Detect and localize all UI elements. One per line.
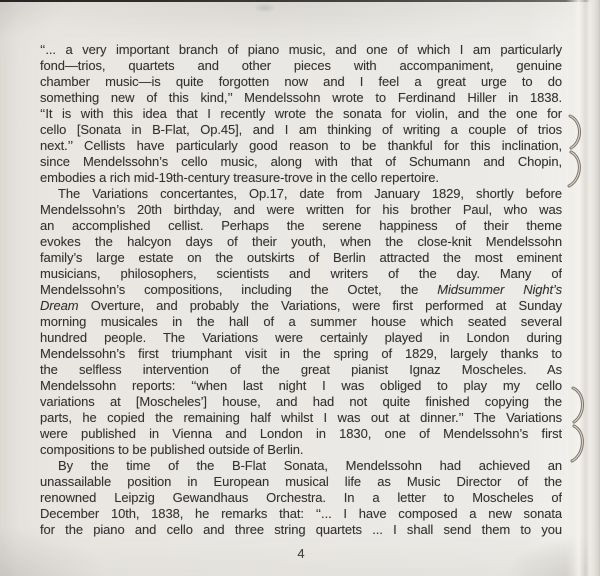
text-line — [40, 362, 562, 378]
text-segment: By the time of the B-Flat Sonata, Mendelssohn had achieved an — [58, 458, 562, 473]
text-segment: December 10th, 1838, he remarks that: ‘‘... I have composed a new sonata — [40, 506, 562, 521]
text-line — [40, 138, 562, 154]
text-segment: family’s large estate on the outskirts of Berlin attracted the most eminent — [40, 250, 562, 265]
text-segment: were published in Vienna and London in 1830, one of Mendelssohn’s first — [40, 426, 562, 441]
text-line — [40, 490, 562, 506]
page-number: 4 — [297, 546, 305, 561]
italic-text-segment: Midsummer Night’s — [437, 282, 562, 297]
text-line — [40, 442, 562, 458]
text-segment: parts, he copied the remaining half whilst I was out at dinner.’’ The Variations — [40, 410, 562, 425]
text-segment: renowned Leipzig Gewandhaus Orchestra. In a letter to Moscheles of — [40, 490, 562, 505]
text-segment: cello [Sonata in B-Flat, Op.45], and I am thinking of writing a couple of trios — [40, 122, 562, 137]
text-segment: next.’’ Cellists have particularly good reason to be thankful for this inclination, — [40, 138, 562, 153]
text-line — [40, 90, 562, 106]
text-segment: variations at [Moscheles’] house, and had not quite finished copying the — [40, 394, 562, 409]
text-line — [40, 282, 562, 298]
text-segment: ‘‘... a very important branch of piano music, and one of which I am particularly — [40, 42, 562, 57]
text-line — [40, 394, 562, 410]
text-line — [40, 170, 562, 186]
text-segment: compositions to be published outside of Berlin. — [40, 442, 304, 457]
text-segment: morning musicales in the hall of a summer house which seated several — [40, 314, 562, 329]
text-line — [40, 298, 562, 314]
text-line — [40, 250, 562, 266]
text-segment: unassailable position in European musical life as Music Director of the — [40, 474, 562, 489]
text-line — [40, 346, 562, 362]
text-segment: embodies a rich mid-19th-century treasure-trove in the cello repertoire. — [40, 170, 439, 185]
italic-text-segment: Dream — [40, 298, 79, 313]
text-line — [40, 58, 562, 74]
text-line — [40, 330, 562, 346]
text-line — [40, 74, 562, 90]
text-segment: Mendelssohn reports: ‘‘when last night I was obliged to play my cello — [40, 378, 562, 393]
text-segment: Mendelssohn’s first triumphant visit in the spring of 1829, largely thanks to — [40, 346, 562, 361]
text-segment: evokes the halcyon days of their youth, when the close-knit Mendelssohn — [40, 234, 562, 249]
scan-edge-line — [0, 0, 600, 2]
text-line — [40, 522, 562, 538]
text-segment: ‘‘It is with this idea that I recently wrote the sonata for violin, and the one for — [40, 106, 562, 121]
text-segment: an accomplished cellist. Perhaps the serene happiness of their theme — [40, 218, 562, 233]
text-line — [40, 474, 562, 490]
text-line — [40, 218, 562, 234]
text-line — [40, 186, 562, 202]
text-line — [40, 378, 562, 394]
text-segment: since Mendelssohn’s cello music, along with that of Schumann and Chopin, — [40, 154, 562, 169]
text-line — [40, 314, 562, 330]
text-line — [40, 426, 562, 442]
text-line — [40, 458, 562, 474]
text-segment: fond—trios, quartets and other pieces with accompaniment, genuine — [40, 58, 562, 73]
text-line — [40, 506, 562, 522]
page-fold-edge — [566, 0, 600, 576]
text-segment: the selfless intervention of the great pianist Ignaz Moscheles. As — [40, 362, 562, 377]
text-line — [40, 266, 562, 282]
text-line — [40, 106, 562, 122]
text-line — [40, 410, 562, 426]
text-segment: for the piano and cello and three string quartets ... I shall send them to you — [40, 522, 562, 537]
text-line — [40, 154, 562, 170]
text-segment: Mendelssohn’s compositions, including the Octet, the — [40, 282, 438, 297]
text-line — [40, 202, 562, 218]
text-line — [40, 234, 562, 250]
liner-notes-text — [40, 42, 562, 538]
text-segment: something new of this kind,’’ Mendelssohn wrote to Ferdinand Hiller in 1838. — [40, 90, 562, 105]
staple-icon — [565, 111, 587, 191]
text-segment: chamber music—is quite forgotten now and I feel a great urge to do — [40, 74, 562, 89]
staple-icon — [568, 382, 590, 466]
text-segment: hundred people. The Variations were certainly played in London during — [40, 330, 562, 345]
text-segment: The Variations concertantes, Op.17, date from January 1829, shortly before — [58, 186, 562, 201]
text-segment: Mendelssohn’s 20th birthday, and were written for his brother Paul, who was — [40, 202, 562, 217]
text-line — [40, 42, 562, 58]
text-segment: musicians, philosophers, scientists and writers of the day. Many of — [40, 266, 562, 281]
text-line — [40, 122, 562, 138]
text-segment: Overture, and probably the Variations, were first performed at Sunday — [78, 298, 562, 313]
